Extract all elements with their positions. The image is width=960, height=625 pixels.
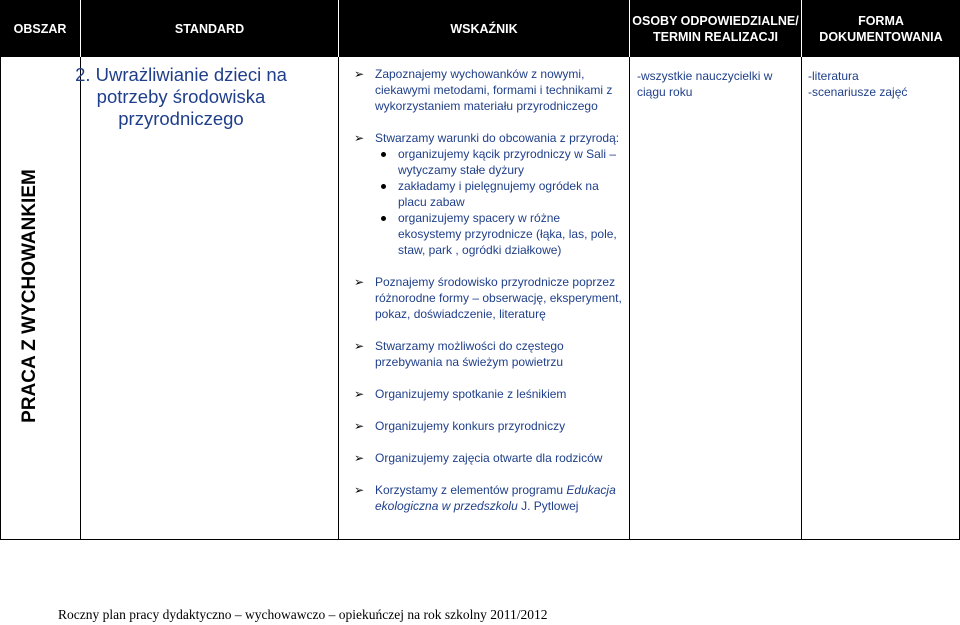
- header-standard-label: STANDARD: [174, 21, 245, 36]
- docs-line: -scenariusze zajęć: [808, 85, 908, 99]
- header-indicator: [339, 0, 629, 57]
- arrow-bullet-icon: ➢: [354, 483, 365, 497]
- indicator-subitem: [354, 146, 626, 178]
- arrow-bullet-icon: ➢: [354, 451, 365, 465]
- indicator-subitem-text: organizujemy kącik przyrodniczy w Sali – wytyczamy stałe dyżury: [398, 147, 617, 177]
- indicator-item: [354, 338, 626, 370]
- header-responsible-line2: TERMIN REALIZACJI: [653, 29, 778, 44]
- standard-cell: 2. Uwrażliwianie dzieci na potrzeby środowiska przyrodniczego: [75, 64, 287, 129]
- border-left: [0, 57, 1, 540]
- indicator-subitem-text: zakładamy i pielęgnujemy ogródek na placu zabaw: [398, 179, 599, 209]
- arrow-bullet-icon: ➢: [354, 387, 365, 401]
- indicator-text-suffix: J. Pytlowej: [517, 499, 579, 513]
- header-standard: [81, 0, 338, 57]
- responsible-cell: -wszystkie nauczycielki w ciągu roku: [637, 69, 773, 99]
- arrow-bullet-icon: ➢: [354, 67, 365, 81]
- indicator-item: [354, 450, 626, 466]
- indicator-text: Zapoznajemy wychowanków z nowymi, ciekawymi metodami, formami i technikami z wykorzystaniem materiału przyrodniczego: [375, 67, 613, 113]
- indicator-text: Poznajemy środowisko przyrodnicze poprzez różnorodne formy – obserwację, eksperyment, pokaz, doświadczenie, literaturę: [375, 275, 622, 321]
- indicator-subitem: [354, 178, 626, 210]
- indicator-text: Organizujemy konkurs przyrodniczy: [375, 419, 566, 433]
- program-title: Edukacja ekologiczna w przedszkolu: [375, 483, 616, 513]
- dot-bullet-icon: [381, 184, 386, 189]
- header-docs-line2: DOKUMENTOWANIA: [819, 29, 943, 44]
- indicator-item: [354, 130, 626, 258]
- border-bottom: [0, 539, 960, 540]
- border-col4: [801, 57, 802, 540]
- header-docs-line1: FORMA: [858, 13, 904, 28]
- arrow-bullet-icon: ➢: [354, 419, 365, 433]
- arrow-bullet-icon: ➢: [354, 339, 365, 353]
- border-col3: [629, 57, 630, 540]
- header-responsible-line1: OSOBY ODPOWIEDZIALNE/: [632, 13, 799, 28]
- area-cell: [13, 170, 47, 422]
- header-indicator-label: WSKAŹNIK: [450, 21, 518, 36]
- indicator-text: Stwarzamy warunki do obcowania z przyrodą:: [375, 131, 620, 145]
- indicator-item: [354, 386, 626, 402]
- indicator-text-prefix: Korzystamy z elementów programu: [375, 483, 567, 497]
- header-docs: [802, 0, 960, 57]
- border-col2: [338, 57, 339, 540]
- indicator-cell: [354, 66, 626, 514]
- docs-cell: [808, 68, 958, 100]
- indicator-item: [354, 274, 626, 322]
- indicator-item: [354, 66, 626, 114]
- docs-line: -literatura: [808, 69, 859, 83]
- indicator-text: Stwarzamy możliwości do częstego przebywania na świeżym powietrzu: [375, 339, 564, 369]
- indicator-text: Organizujemy zajęcia otwarte dla rodziców: [375, 451, 603, 465]
- dot-bullet-icon: [381, 152, 386, 157]
- indicator-text: Organizujemy spotkanie z leśnikiem: [375, 387, 567, 401]
- area-vertical-label: PRACA Z WYCHOWANKIEM: [19, 169, 40, 423]
- dot-bullet-icon: [381, 216, 386, 221]
- page-footer: Roczny plan pracy dydaktyczno – wychowawczo – opiekuńczej na rok szkolny 2011/2012: [58, 607, 548, 622]
- indicator-item: [354, 482, 626, 514]
- indicator-subitem: [354, 210, 626, 258]
- arrow-bullet-icon: ➢: [354, 275, 365, 289]
- header-area: [0, 0, 80, 57]
- arrow-bullet-icon: ➢: [354, 131, 365, 145]
- header-area-label: OBSZAR: [13, 21, 67, 36]
- indicator-subitem-text: organizujemy spacery w różne ekosystemy przyrodnicze (łąka, las, pole, staw, park , ogródki działkowe): [398, 211, 617, 257]
- indicator-item: [354, 418, 626, 434]
- header-responsible: [630, 0, 801, 57]
